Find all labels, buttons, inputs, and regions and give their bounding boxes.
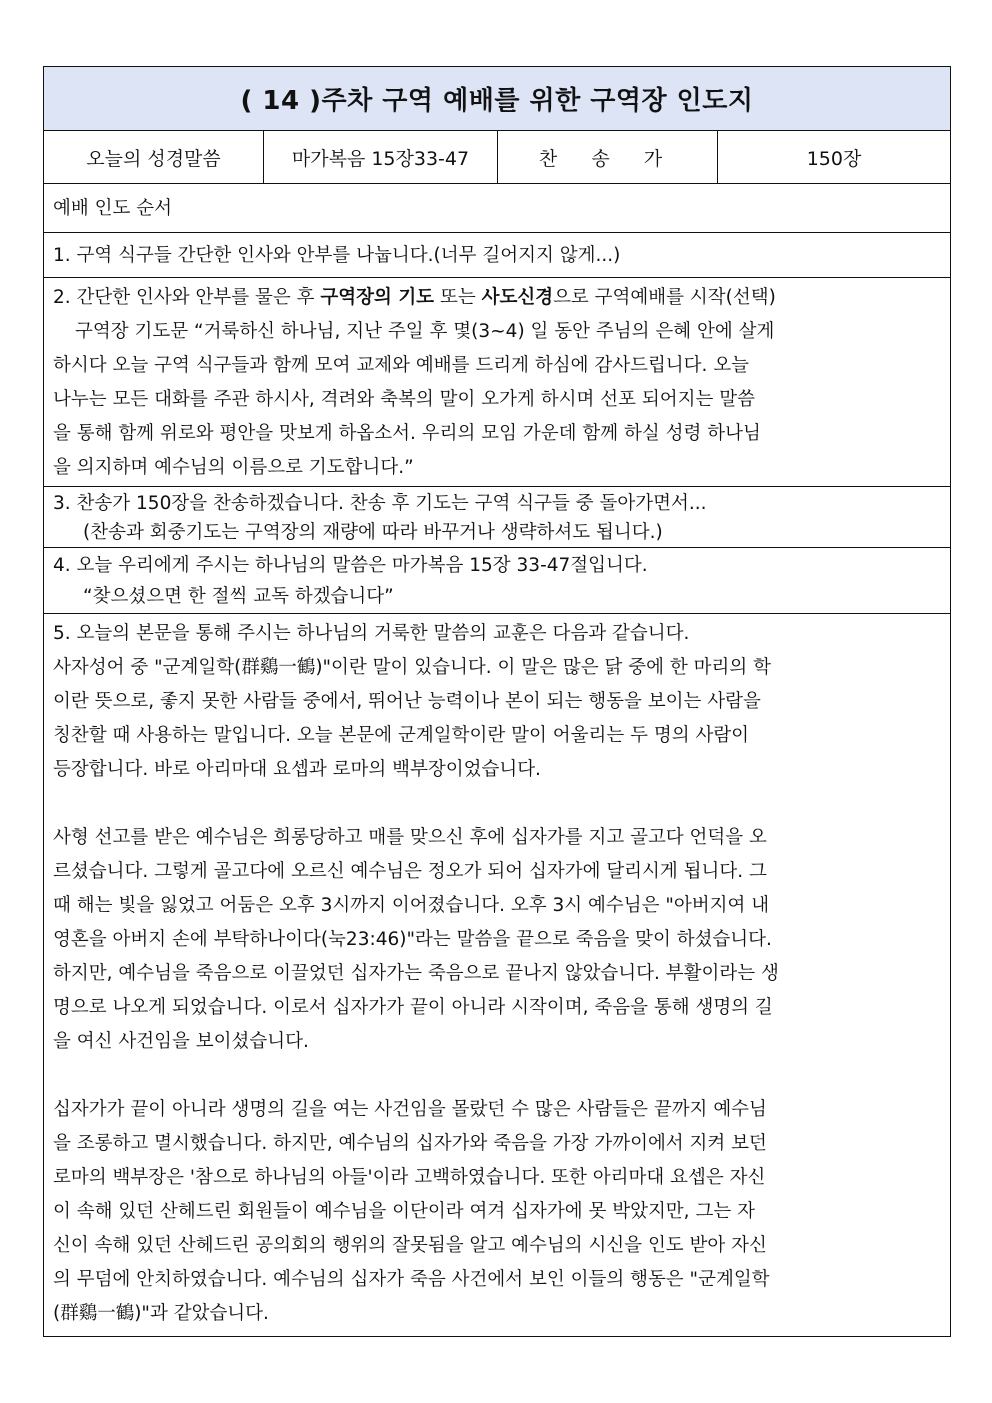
- title-row: [44, 67, 950, 131]
- step-3-row: [44, 487, 950, 548]
- scripture-label: 오늘의 성경말씀: [44, 131, 264, 183]
- paragraph-spacer: [53, 787, 941, 821]
- step-2-heading: [53, 281, 941, 315]
- step-3-line-1: 3. 찬송가 150장을 찬송하겠습니다. 찬송 후 기도는 구역 식구들 중 돌아가면서...: [53, 493, 707, 514]
- paragraph-2-line: 명으로 나오게 되었습니다. 이로서 십자가가 끝이 아니라 시작이며, 죽음을 통해 생명의 길: [53, 997, 773, 1018]
- paragraph-3-line: 의 무덤에 안치하였습니다. 예수님의 십자가 죽음 사건에서 보인 이들의 행동은 "군계일학: [53, 1269, 770, 1290]
- paragraph-spacer: [53, 1059, 941, 1093]
- paragraph-3-line: 로마의 백부장은 '참으로 하나님의 아들'이라 고백하였습니다. 또한 아리마대 요셉은 자신: [53, 1167, 766, 1188]
- step-1-text: 1. 구역 식구들 간단한 인사와 안부를 나눕니다.(너무 길어지지 않게...): [53, 244, 621, 266]
- prayer-line: 을 통해 함께 위로와 평안을 맛보게 하옵소서. 우리의 모임 가운데 함께 하실 성령 하나님: [53, 423, 761, 444]
- paragraph-1-line: 등장합니다. 바로 아리마대 요셉과 로마의 백부장이었습니다.: [53, 759, 541, 780]
- paragraph-2-line: 사형 선고를 받은 예수님은 희롱당하고 매를 맞으신 후에 십자가를 지고 골고다 언덕을 오: [53, 827, 767, 848]
- worship-guide-table: [43, 66, 951, 1337]
- step-2-mid: 또는: [434, 287, 482, 308]
- paragraph-3-line: 십자가가 끝이 아니라 생명의 길을 여는 사건임을 몰랐던 수 많은 사람들은 끝까지 예수님: [53, 1099, 767, 1120]
- prayer-line: 하시다 오늘 구역 식구들과 함께 모여 교제와 예배를 드리게 하심에 감사드립니다. 오늘: [53, 355, 750, 376]
- paragraph-3-line: (群鷄一鶴)"과 같았습니다.: [53, 1303, 269, 1324]
- paragraph-1-line: 이란 뜻으로, 좋지 못한 사람들 중에서, 뛰어난 능력이나 본이 되는 행동을 보이는 사람을: [53, 691, 761, 712]
- step-4-row: [44, 548, 950, 614]
- prayer-line: 구역장 기도문 “거룩하신 하나님, 지난 주일 후 몇(3~4) 일 동안 주님의 은혜 안에 살게: [75, 321, 775, 342]
- step-2-prefix: 2. 간단한 인사와 안부를 물은 후: [53, 287, 321, 308]
- paragraph-2-line: 때 해는 빛을 잃었고 어둠은 오후 3시까지 이어졌습니다. 오후 3시 예수님은 "아버지여 내: [53, 895, 770, 916]
- step-3-line-2: (찬송과 회중기도는 구역장의 재량에 따라 바꾸거나 생략하셔도 됩니다.): [83, 522, 663, 543]
- paragraph-2-line: 을 여신 사건임을 보이셨습니다.: [53, 1031, 309, 1052]
- paragraph-2-line: 하지만, 예수님을 죽음으로 이끌었던 십자가는 죽음으로 끝나지 않았습니다. 부활이라는 생: [53, 963, 779, 984]
- paragraph-3-line: 을 조롱하고 멸시했습니다. 하지만, 예수님의 십자가와 죽음을 가장 가까이에서 지켜 보던: [53, 1133, 767, 1154]
- step-2-bold-apostles-creed: 사도신경: [481, 287, 554, 308]
- paragraph-1-line: 칭찬할 때 사용하는 말입니다. 오늘 본문에 군계일학이란 말이 어울리는 두 명의 사람이: [53, 725, 750, 746]
- step-4-line-2: “찾으셨으면 한 절씩 교독 하겠습니다”: [83, 586, 394, 607]
- info-row: [44, 131, 950, 184]
- order-heading-row: [44, 184, 950, 233]
- paragraph-3-line: 신이 속해 있던 산헤드린 공의회의 행위의 잘못됨을 알고 예수님의 시신을 인도 받아 자신: [53, 1235, 767, 1256]
- hymn-value: 150장: [806, 147, 862, 170]
- hymn-label: 찬 송 가: [498, 131, 718, 183]
- step-1-row: [44, 233, 950, 278]
- scripture-value: 마가복음 15장33-47: [264, 131, 498, 183]
- page-title: ( 14 )주차 구역 예배를 위한 구역장 인도지: [240, 86, 754, 116]
- paragraph-2-line: 영혼을 아버지 손에 부탁하나이다(눅23:46)"라는 말씀을 끝으로 죽음을 맞이 하셨습니다.: [53, 929, 772, 950]
- paragraph-2-line: 르셨습니다. 그렇게 골고다에 오르신 예수님은 정오가 되어 십자가에 달리시게 됩니다. 그: [53, 861, 767, 882]
- paragraph-1-line: 사자성어 중 "군계일학(群鷄一鶴)"이란 말이 있습니다. 이 말은 많은 닭 중에 한 마리의 학: [53, 657, 772, 678]
- step-4-line-1: 4. 오늘 우리에게 주시는 하나님의 말씀은 마가복음 15장 33-47절입니다.: [53, 555, 648, 576]
- step-2-row: [44, 278, 950, 487]
- step-5-row: [44, 614, 950, 1336]
- paragraph-3-line: 이 속해 있던 산헤드린 회원들이 예수님을 이단이라 여겨 십자가에 못 박았지만, 그는 자: [53, 1201, 755, 1222]
- order-heading: 예배 인도 순서: [53, 197, 172, 219]
- step-2-suffix: 으로 구역예배를 시작(선택): [553, 287, 776, 308]
- prayer-line: 나누는 모든 대화를 주관 하시사, 격려와 축복의 말이 오가게 하시며 선포 되어지는 말씀: [53, 389, 755, 410]
- prayer-line: 을 의지하며 예수님의 이름으로 기도합니다.”: [53, 457, 414, 478]
- step-2-bold-leader-prayer: 구역장의 기도: [320, 287, 435, 308]
- step-5-heading: 5. 오늘의 본문을 통해 주시는 하나님의 거룩한 말씀의 교훈은 다음과 같습니다.: [53, 623, 690, 644]
